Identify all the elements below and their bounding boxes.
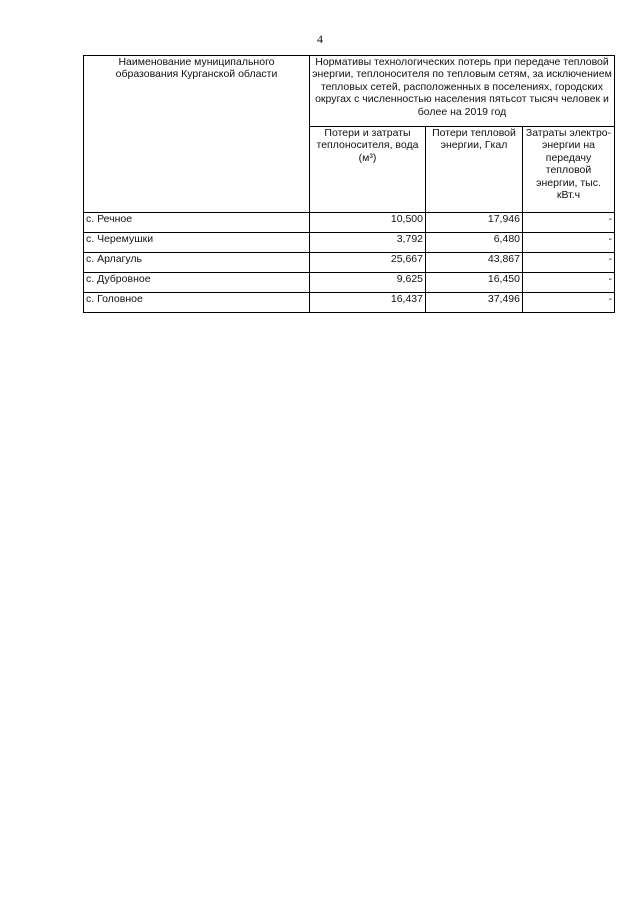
row-name: с. Головное	[84, 293, 310, 313]
row-heat: 17,946	[426, 213, 523, 233]
header-norms: Нормативы технологических потерь при передаче тепловой энергии, теплоносителя по тепловым сетям, за исключением тепловых сетей, расположенных в поселениях, городских округах с численностью населения пятьсот тысяч человек и более на 2019 год	[310, 56, 615, 127]
row-coolant: 3,792	[310, 233, 426, 253]
page-number: 4	[317, 32, 323, 46]
row-heat: 16,450	[426, 273, 523, 293]
row-name: с. Черемушки	[84, 233, 310, 253]
header-coolant-loss: Потери и затраты теплоносителя, вода (м³)	[310, 127, 426, 213]
header-row-main	[84, 56, 615, 127]
table-row	[84, 253, 615, 273]
row-heat: 6,480	[426, 233, 523, 253]
row-coolant: 25,667	[310, 253, 426, 273]
row-heat: 37,496	[426, 293, 523, 313]
header-power-cost: Затраты электро-энергии на передачу тепловой энергии, тыс. кВт.ч	[523, 127, 615, 213]
row-heat: 43,867	[426, 253, 523, 273]
row-power: -	[523, 253, 615, 273]
row-power: -	[523, 233, 615, 253]
header-municipality: Наименование муниципального образования Курганской области	[84, 56, 310, 213]
row-power: -	[523, 273, 615, 293]
row-coolant: 16,437	[310, 293, 426, 313]
row-name: с. Речное	[84, 213, 310, 233]
norms-table	[83, 55, 615, 313]
row-coolant: 9,625	[310, 273, 426, 293]
row-power: -	[523, 213, 615, 233]
row-power: -	[523, 293, 615, 313]
table-row	[84, 233, 615, 253]
row-name: с. Арлагуль	[84, 253, 310, 273]
row-coolant: 10,500	[310, 213, 426, 233]
row-name: с. Дубровное	[84, 273, 310, 293]
table-row	[84, 273, 615, 293]
table-row	[84, 213, 615, 233]
table-row	[84, 293, 615, 313]
header-heat-loss: Потери тепловой энергии, Гкал	[426, 127, 523, 213]
